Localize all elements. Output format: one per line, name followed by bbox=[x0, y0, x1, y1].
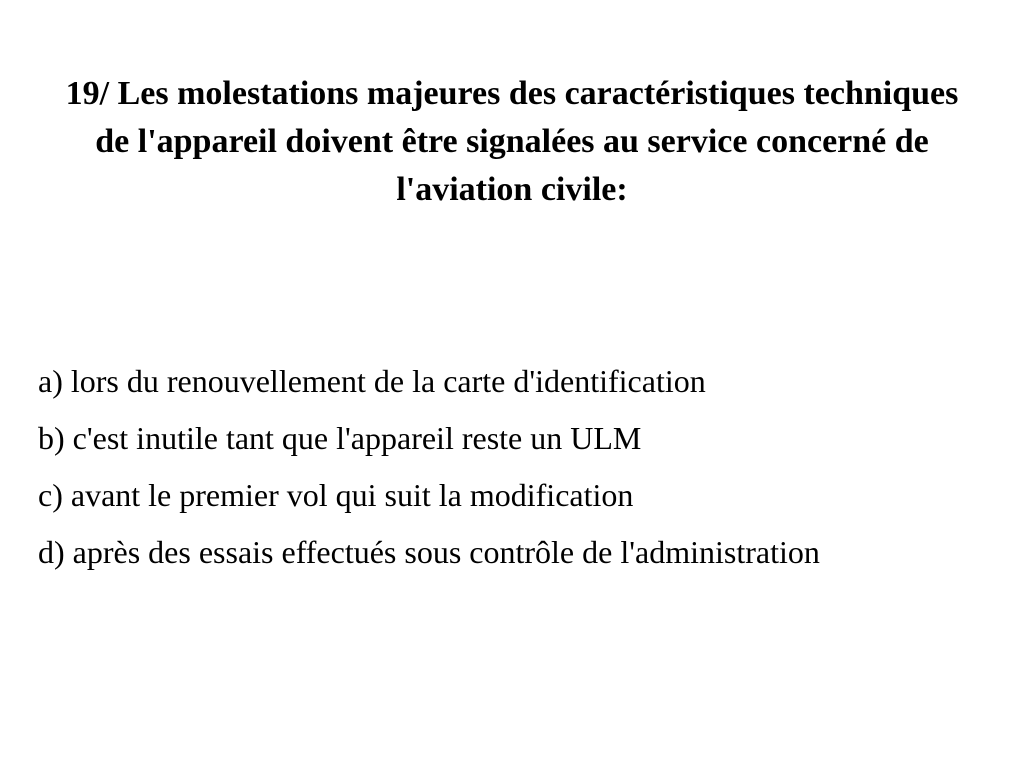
answer-option-a: a) lors du renouvellement de la carte d'identification bbox=[38, 363, 706, 399]
answer-option-b: b) c'est inutile tant que l'appareil reste un ULM bbox=[38, 420, 642, 456]
answer-option-c: c) avant le premier vol qui suit la modification bbox=[38, 477, 634, 513]
question-title: 19/ Les molestations majeures des caractéristiques techniques de l'appareil doivent être signalées au service concerné de l'aviation civile: bbox=[65, 75, 959, 208]
answer-option-d: d) après des essais effectués sous contrôle de l'administration bbox=[38, 534, 820, 570]
answer-list bbox=[38, 360, 988, 588]
